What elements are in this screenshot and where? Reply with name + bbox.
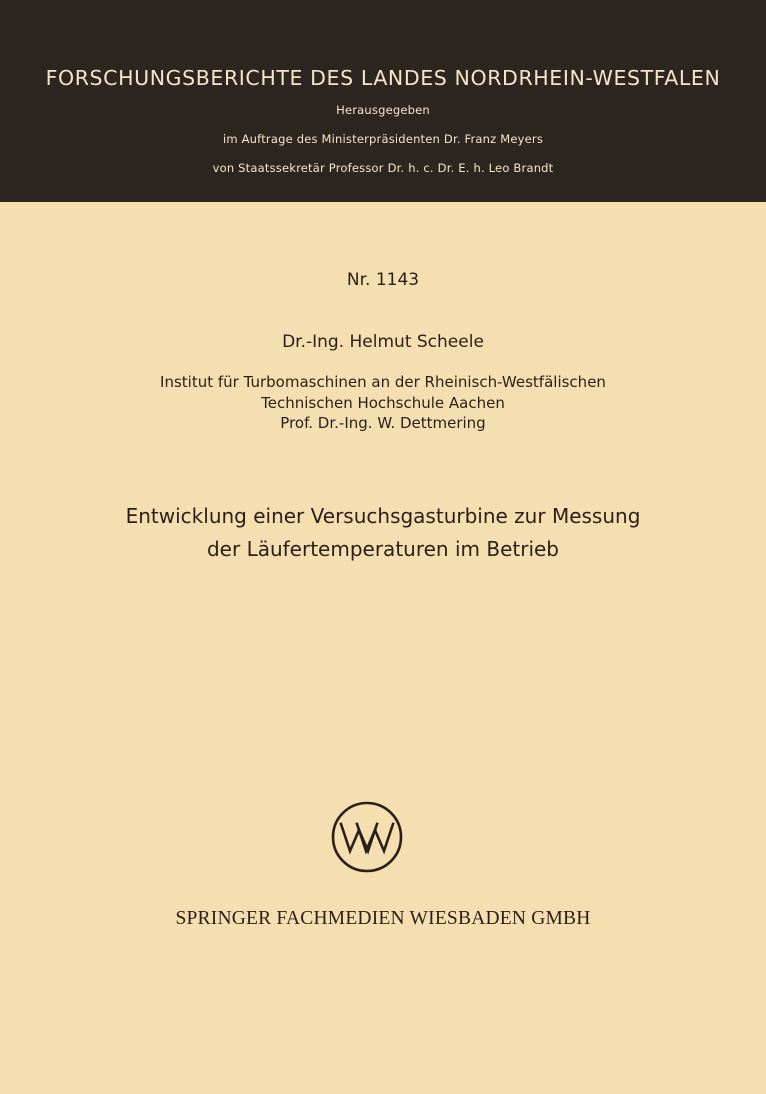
commissioned-by-line: im Auftrage des Ministerpräsidenten Dr. Franz Meyers [222, 132, 544, 146]
institute-line: Prof. Dr.-Ing. W. Dettmering [280, 414, 486, 432]
series-banner [0, 0, 766, 202]
publisher-name: SPRINGER FACHMEDIEN WIESBADEN GMBH [175, 908, 591, 929]
book-title-line: der Läufertemperaturen im Betrieb [206, 537, 559, 561]
editor-label: Herausgegeben [336, 103, 430, 117]
springer-fachmedien-ww-logo-icon [330, 800, 404, 874]
institute-line: Institut für Turbomaschinen an der Rheinisch-Westfälischen [160, 373, 606, 391]
editor-name-line: von Staatssekretär Professor Dr. h. c. Dr. E. h. Leo Brandt [212, 161, 554, 175]
book-title-line: Entwicklung einer Versuchsgasturbine zur Messung [125, 504, 641, 528]
author-name: Dr.-Ing. Helmut Scheele [282, 332, 484, 352]
series-title: FORSCHUNGSBERICHTE DES LANDES NORDRHEIN-WESTFALEN [45, 66, 721, 90]
report-number: Nr. 1143 [346, 270, 420, 290]
institute-line: Technischen Hochschule Aachen [261, 394, 505, 412]
